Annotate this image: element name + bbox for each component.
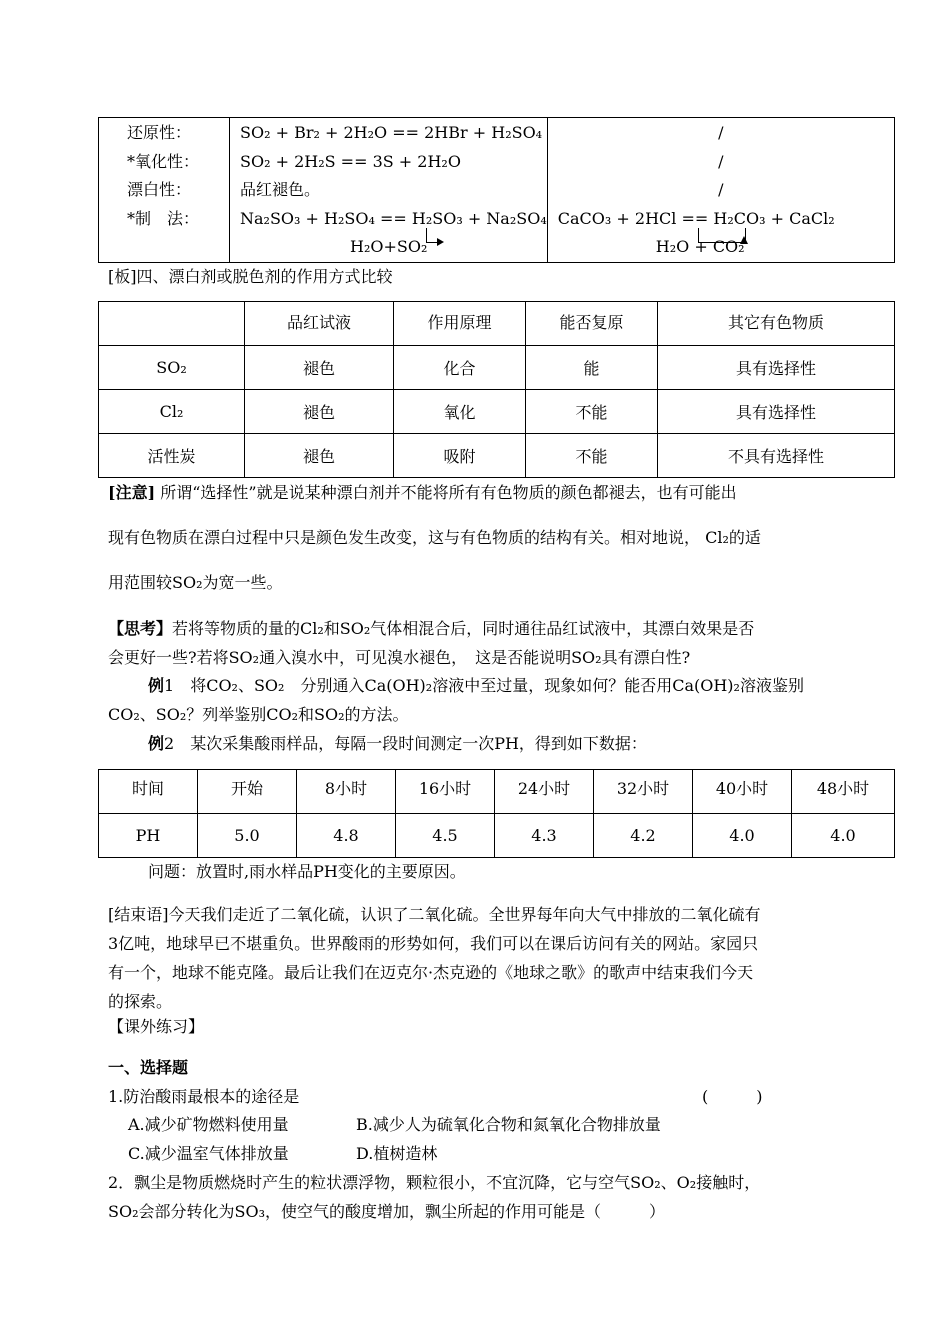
table-cell: 5.0 bbox=[198, 814, 297, 858]
section-title-text: 一、选择题 bbox=[108, 1058, 189, 1077]
example-1 bbox=[108, 671, 804, 729]
co2-oxidizing-slash: / bbox=[718, 151, 724, 171]
table-cell: 吸附 bbox=[394, 434, 526, 478]
properties-table bbox=[98, 117, 895, 263]
co2-arrow-head bbox=[740, 236, 748, 244]
closing-paragraph bbox=[108, 900, 761, 1016]
option-d[interactable]: D.植树造林 bbox=[356, 1144, 438, 1163]
table-cell: 4.0 bbox=[693, 814, 792, 858]
bleach-compare-table bbox=[98, 301, 895, 478]
header-cell: 其它有色物质 bbox=[658, 302, 895, 346]
table-row bbox=[99, 390, 895, 434]
option-a[interactable]: A.减少矿物燃料使用量 bbox=[128, 1115, 289, 1134]
note-line: 所谓“选择性”就是说某种漂白剂并不能将所有有色物质的颜色都褪去，也有可能出 bbox=[155, 483, 737, 502]
note-paragraph bbox=[108, 470, 761, 605]
table-cell: 4.0 bbox=[792, 814, 895, 858]
think-label: 【思考】 bbox=[108, 619, 173, 638]
table-row bbox=[99, 814, 895, 858]
co2-decomposition-products: H₂O + CO₂ bbox=[655, 237, 745, 256]
label-bleaching: 漂白性： bbox=[127, 180, 192, 199]
header-cell: 品红试液 bbox=[245, 302, 394, 346]
example-label: 例 bbox=[148, 734, 165, 753]
table-cell: 不能 bbox=[526, 390, 658, 434]
board-title: [板]四、漂白剂或脱色剂的作用方式比较 bbox=[108, 267, 393, 286]
question-1-answer-paren: ( ) bbox=[702, 1087, 763, 1106]
table-cell: 4.8 bbox=[297, 814, 396, 858]
closing-line: 3亿吨，地球早已不堪重负。世界酸雨的形势如何，我们可以在课后访问有关的网站。家园只 bbox=[108, 934, 759, 953]
so2-decomposition-products: H₂O+SO₂ bbox=[350, 237, 428, 256]
table-cell: 褪色 bbox=[245, 390, 394, 434]
table-cell: 化合 bbox=[394, 346, 526, 390]
label-preparation: *制 法： bbox=[127, 208, 200, 228]
header-cell: 40小时 bbox=[693, 770, 792, 814]
table-cell: Cl₂ bbox=[99, 390, 245, 434]
example-label: 例 bbox=[148, 676, 165, 695]
label-column bbox=[99, 118, 230, 263]
table-cell: 褪色 bbox=[245, 434, 394, 478]
table-cell: 4.2 bbox=[594, 814, 693, 858]
note-label: [注意] bbox=[108, 483, 156, 502]
header-cell: 32小时 bbox=[594, 770, 693, 814]
question-1-stem: 1.防治酸雨最根本的途径是 bbox=[108, 1087, 300, 1106]
so2-reducing-equation: SO₂ + Br₂ + 2H₂O == 2HBr + H₂SO₄ bbox=[240, 123, 543, 142]
table-cell: 不能 bbox=[526, 434, 658, 478]
header-cell: 作用原理 bbox=[394, 302, 526, 346]
closing-line: [结束语]今天我们走近了二氧化硫，认识了二氧化硫。全世界每年向大气中排放的二氧化硫有 bbox=[108, 905, 761, 924]
table-cell: PH bbox=[99, 814, 198, 858]
exercise-title: 【课外练习】 bbox=[108, 1017, 205, 1036]
table-row bbox=[99, 770, 895, 814]
example-line: CO₂、SO₂？列举鉴别CO₂和SO₂的方法。 bbox=[108, 705, 409, 724]
label-oxidizing: *氧化性： bbox=[127, 151, 200, 171]
question-2-line: SO₂会部分转化为SO₃，使空气的酸度增加，飘尘所起的作用可能是（ ） bbox=[108, 1202, 665, 1221]
so2-column bbox=[230, 118, 548, 263]
example-line: 2 某次采集酸雨样品，每隔一段时间测定一次PH，得到如下数据： bbox=[164, 734, 647, 753]
header-cell: 时间 bbox=[99, 770, 198, 814]
note-line: 用范围较SO₂为宽一些。 bbox=[108, 573, 283, 592]
header-cell: 开始 bbox=[198, 770, 297, 814]
table-cell: 氧化 bbox=[394, 390, 526, 434]
co2-column bbox=[547, 118, 894, 263]
so2-preparation-equation: Na₂SO₃ + H₂SO₄ == H₂SO₃ + Na₂SO₄ bbox=[240, 208, 547, 228]
co2-preparation-equation: CaCO₃ + 2HCl == H₂CO₃ + CaCl₂ bbox=[557, 208, 835, 228]
so2-oxidizing-equation: SO₂ + 2H₂S == 3S + 2H₂O bbox=[240, 151, 461, 171]
section-title bbox=[108, 1053, 188, 1082]
header-cell bbox=[99, 302, 245, 346]
header-cell: 16小时 bbox=[396, 770, 495, 814]
table-cell: 具有选择性 bbox=[658, 346, 895, 390]
example-line: 1 将CO₂、SO₂ 分别通入Ca(OH)₂溶液中至过量，现象如何？能否用Ca(OH)₂溶液鉴别 bbox=[164, 676, 804, 695]
question-text: 问题：放置时,雨水样品PH变化的主要原因。 bbox=[148, 862, 466, 881]
label-reducing: 还原性： bbox=[127, 123, 192, 142]
closing-line: 的探索。 bbox=[108, 992, 173, 1011]
note-line: 现有色物质在漂白过程中只是颜色发生改变，这与有色物质的结构有关。相对地说， Cl₂的适 bbox=[108, 528, 761, 547]
table-cell: 褪色 bbox=[245, 346, 394, 390]
closing-line: 有一个，地球不能克隆。最后让我们在迈克尔·杰克逊的《地球之歌》的歌声中结束我们今天 bbox=[108, 963, 754, 982]
table-cell: 不具有选择性 bbox=[658, 434, 895, 478]
table-cell: 能 bbox=[526, 346, 658, 390]
table-row bbox=[99, 346, 895, 390]
co2-gas-arrow bbox=[698, 228, 746, 243]
example-2 bbox=[148, 729, 647, 758]
question-2 bbox=[108, 1168, 760, 1226]
think-paragraph bbox=[108, 614, 754, 672]
co2-bleaching-slash: / bbox=[718, 180, 724, 199]
table-cell: 4.3 bbox=[495, 814, 594, 858]
think-line: 若将等物质的量的Cl₂和SO₂气体相混合后，同时通往品红试液中，其漂白效果是否 bbox=[172, 619, 755, 638]
co2-reducing-slash: / bbox=[718, 123, 724, 142]
header-cell: 24小时 bbox=[495, 770, 594, 814]
table-cell: 4.5 bbox=[396, 814, 495, 858]
option-c[interactable]: C.减少温室气体排放量 bbox=[128, 1144, 289, 1163]
so2-bleaching-text: 品红褪色。 bbox=[240, 180, 321, 199]
ph-table bbox=[98, 769, 895, 858]
so2-arrow-head bbox=[437, 238, 444, 246]
header-cell: 能否复原 bbox=[526, 302, 658, 346]
header-cell: 8小时 bbox=[297, 770, 396, 814]
header-cell: 48小时 bbox=[792, 770, 895, 814]
table-cell: 活性炭 bbox=[99, 434, 245, 478]
question-2-line: 2．飘尘是物质燃烧时产生的粒状漂浮物，颗粒很小，不宜沉降，它与空气SO₂、O₂接触时， bbox=[108, 1173, 761, 1192]
table-cell: 具有选择性 bbox=[658, 390, 895, 434]
table-cell: SO₂ bbox=[99, 346, 245, 390]
option-b[interactable]: B.减少人为硫氧化合物和氮氧化合物排放量 bbox=[356, 1115, 661, 1134]
table-row bbox=[99, 302, 895, 346]
think-line: 会更好一些?若将SO₂通入溴水中，可见溴水褪色， 这是否能说明SO₂具有漂白性? bbox=[108, 648, 691, 667]
